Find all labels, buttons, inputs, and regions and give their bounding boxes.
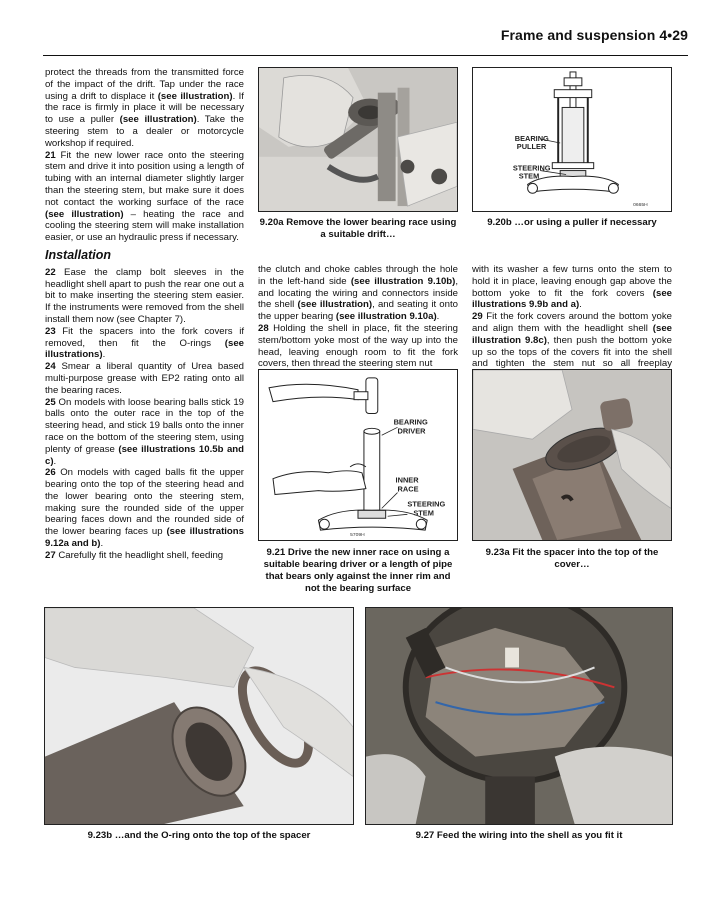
label-bearing-driver-2: DRIVER bbox=[397, 426, 426, 436]
paragraph-26: 26 On models with caged balls fit the upper bearing onto the top of the steering head and the lower bearing onto the steering stem, making sure the rounded side of the upper bearing faces down and the rounded side of the lower bearing faces up (see illustrations 9.12a and b). bbox=[45, 467, 244, 550]
diagram-9-21 bbox=[258, 369, 458, 541]
paragraph-21: 21 Fit the new lower race onto the steering stem and drive it into position using a length of tubing with an internal diameter slightly larger than the steering stem, but make sure it does not contact the working surface of the race (see illustration) – heating the race and cooling the steering stem will make installation easier, or use an hydraulic press if necessary. bbox=[45, 149, 244, 244]
caption-9-21: 9.21 Drive the new inner race on using a suitable bearing driver or a length of pipe that bears only against the inner rim and not the bearing surface bbox=[263, 547, 453, 594]
photo-9-23a-image bbox=[473, 370, 671, 540]
label-steering-stem-1: STEERING bbox=[512, 163, 551, 173]
diagram-code-5709H: 5709H bbox=[350, 533, 365, 539]
photo-9-27 bbox=[365, 607, 673, 825]
label-inner-race-2: RACE bbox=[397, 484, 419, 494]
photo-9-20a-image bbox=[259, 68, 457, 211]
label-steering-stem-b: STEM bbox=[413, 508, 434, 518]
caption-9-20a: 9.20a Remove the lower bearing race using a suitable drift… bbox=[259, 217, 457, 240]
paragraph-29: 29 Fit the fork covers around the bottom yoke and align them with the headlight shell (see illustration 9.8c), then push the bottom yoke up so the tops of the covers fit into the shell and tighten the stem nut so all freeplay bbox=[472, 311, 672, 370]
label-bearing-puller-2: PULLER bbox=[516, 141, 547, 151]
text-column-3 bbox=[472, 264, 672, 382]
photo-9-27-image bbox=[366, 608, 672, 824]
photo-9-23b-image bbox=[45, 608, 353, 824]
photo-9-23b bbox=[44, 607, 354, 825]
paragraph-28: 28 Holding the shell in place, fit the steering stem/bottom yoke most of the way up into the head, leaving enough room to fit the fork covers, then thread the steering stem nut bbox=[258, 322, 458, 370]
paragraph-24: 24 Smear a liberal quantity of Urea based multi-purpose grease with EP2 rating onto all the bearing races. bbox=[45, 361, 244, 396]
paragraph-25: 25 On models with loose bearing balls stick 19 balls onto the outer race in the top of the steering head, and stick 19 balls onto the inner race on the bottom of the steering stem, using plenty of grease (see illustrations 10.5b and c). bbox=[45, 396, 244, 467]
diagram-9-20b bbox=[472, 67, 672, 212]
label-steering-stem-2: STEM bbox=[518, 171, 540, 181]
paragraph-27: 27 Carefully fit the headlight shell, feeding bbox=[45, 549, 224, 561]
diagram-code-0665H: 0665H bbox=[633, 203, 648, 209]
label-inner-race-1: INNER bbox=[395, 475, 419, 485]
label-bearing-driver-1: BEARING bbox=[393, 417, 428, 427]
label-steering-stem-a: STEERING bbox=[407, 499, 446, 509]
caption-9-20b: 9.20b …or using a puller if necessary bbox=[487, 217, 657, 228]
text-column-2 bbox=[258, 264, 458, 370]
diagram-9-21-drawing bbox=[259, 370, 457, 540]
caption-9-27: 9.27 Feed the wiring into the shell as you fit it bbox=[415, 830, 623, 841]
header-rule bbox=[43, 55, 688, 56]
paragraph-23: 23 Fit the spacers into the fork covers if removed, then fit the O-rings (see illustrations). bbox=[45, 325, 244, 361]
text-column-1 bbox=[45, 67, 244, 562]
photo-9-23a bbox=[472, 369, 672, 541]
diagram-9-20b-drawing bbox=[473, 68, 671, 211]
page-header-title: Frame and suspension 4•29 bbox=[500, 27, 688, 43]
paragraph-28-continued: with its washer a few turns onto the stem to hold it in place, leaving enough gap above the bottom yoke to fit the fork covers (see illustrations 9.9b and a). bbox=[472, 264, 672, 311]
photo-9-20a bbox=[258, 67, 458, 212]
paragraph-intro: protect the threads from the transmitted force of the impact of the drift. Tap under the race using a drift to displace it (see illustration). If the race is firmly in place it will be necessary to use a puller (see illustration). Take the steering stem to a dealer or motorcycle workshop if required. bbox=[45, 67, 244, 149]
label-bearing-puller-1: BEARING bbox=[514, 133, 549, 143]
paragraph-22: 22 Ease the clamp bolt sleeves in the headlight shell apart to push the rear one out a bit to make inserting the steering stem easier. If the instruments were removed from the shell install them now (see Chapter 7). bbox=[45, 266, 244, 325]
paragraph-27-continued: the clutch and choke cables through the hole in the left-hand side (see illustration 9.10b), and locating the wiring and connectors inside the shell (see illustration), and seating it onto the upper bearing (see illustration 9.10a). bbox=[258, 264, 459, 323]
section-heading-installation: Installation bbox=[45, 247, 111, 262]
caption-9-23a: 9.23a Fit the spacer into the top of the cover… bbox=[485, 547, 659, 570]
caption-9-23b: 9.23b …and the O-ring onto the top of the spacer bbox=[87, 830, 311, 841]
